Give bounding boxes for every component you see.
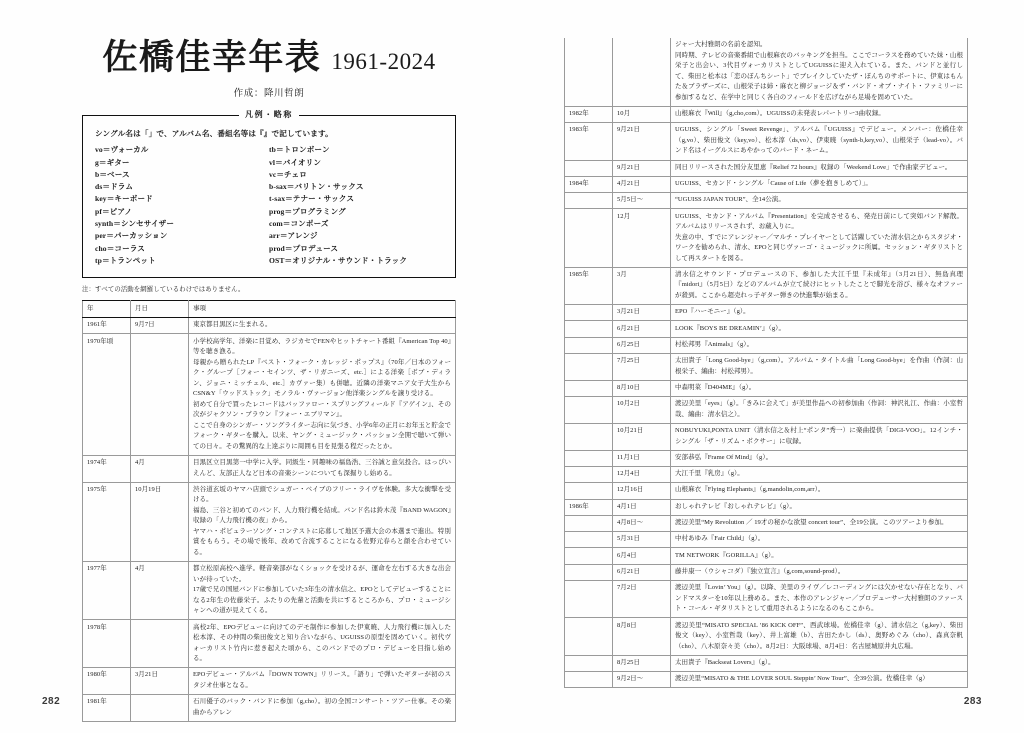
cell-event (189, 318, 456, 334)
event-paragraph: 太田貴子『Backseat Lovers』（g）。 (675, 658, 775, 666)
folio-right: 283 (963, 696, 982, 707)
cell-date: 12月4日 (613, 467, 671, 483)
event-paragraph: UGUISS、シングル「Sweet Revenge」、アルバム『UGUISS』でデビュー。メンバー：佐橋佳幸（g,vo）、柴田俊文（key,vo）、松本淳（ds,vo）、伊東暁（synth-b,key,vo）、山根栄子（lead-vo）。バンド名はイーグルスにあやかってのバード・ネーム。 (675, 126, 963, 155)
event-paragraph: UGUISS、セカンド・シングル「Cause of Life（夢を抱きしめて）」。 (675, 179, 872, 187)
event-paragraph: 渋谷道玄坂のヤマハ店頭でシュガー・ベイブのフリー・ライヴを体験。多大な衝撃を受ける。 (193, 485, 451, 504)
event-paragraph: “UGUISS JAPAN TOUR”、全14公演。 (675, 196, 785, 204)
cell-event (189, 334, 456, 455)
cell-date: 10月 (613, 106, 671, 122)
legend-item: arr＝アレンジ (269, 231, 318, 241)
table-row (83, 695, 456, 722)
legend-item: OST＝オリジナル・サウンド・トラック (269, 255, 408, 265)
cell-date: 8月25日 (613, 655, 671, 671)
table-row (83, 482, 456, 561)
cell-year: 1985年 (565, 267, 613, 304)
cell-year (565, 618, 613, 655)
event-paragraph: 初めて自分で買ったレコードはバッファロー・スプリングフィールド『アゲイン』、その次がジャクソン・ブラウン『フォー・エブリマン』。 (193, 400, 451, 419)
cell-date: 12月 (613, 209, 671, 267)
table-row (565, 337, 968, 353)
cell-event (671, 515, 968, 531)
legend-item: t-sax＝テナー・サックス (269, 194, 355, 204)
legend-note: シングル名は「」で、アルバム名、番組名等は『』で記しています。 (95, 129, 333, 139)
legend-item: vl＝バイオリン (269, 157, 322, 167)
cell-year (565, 193, 613, 209)
table-row (565, 450, 968, 466)
table-row (565, 618, 968, 655)
table-row (565, 672, 968, 688)
column-header-date: 月日 (131, 301, 189, 318)
legend-footnote: 注：すべての活動を網羅しているわけではありません。 (82, 286, 245, 294)
cell-date: 6月4日 (613, 548, 671, 564)
table-row (83, 620, 456, 668)
event-paragraph: 山根麻衣『Flying Elephants』（g,mandolin,com,arr）。 (675, 486, 825, 494)
cell-event (671, 337, 968, 353)
event-paragraph: おしゃれテレビ『おしゃれテレビ』（g）。 (675, 502, 796, 510)
cell-year (565, 321, 613, 337)
cell-event (671, 532, 968, 548)
column-header-year: 年 (83, 301, 131, 318)
spine-gutter (512, 0, 513, 733)
title-year-range: 1961-2024 (331, 49, 436, 74)
cell-date: 9月21日 (613, 123, 671, 160)
legend-item: prod＝プロデュース (269, 243, 339, 253)
legend-item: pf＝ピアノ (95, 206, 133, 216)
cell-event (189, 482, 456, 561)
event-paragraph: 小学校高学年、洋楽に目覚め、ラジカセでFENやヒットチャート番組『American Top 40』等を聴き漁る。 (193, 337, 451, 356)
chronology-table-left (82, 300, 456, 722)
cell-date: 3月21日 (131, 668, 189, 695)
cell-event (189, 455, 456, 482)
table-row (83, 334, 456, 455)
table-row (565, 160, 968, 176)
event-paragraph: 母親から贈られたLP『ベスト・フォーク・カレッジ・ポップス』（70年／日本のフォーク・グループ［フォー・セインツ、ザ・リガニーズ、etc.］による洋楽［ボブ・ディラン、ジョニ・ミッチェル、etc.］カヴァー集）も併聴。近隣の洋楽マニア女子大生からCSN&Y「ウッドストック」モノラル・ヴァージョン他洋楽シングルを譲り受ける。 (193, 358, 451, 398)
cell-event (671, 176, 968, 192)
cell-year (565, 38, 613, 106)
table-row (83, 455, 456, 482)
table-row (565, 655, 968, 671)
cell-year: 1986年 (565, 499, 613, 515)
table-row (565, 467, 968, 483)
page-right (512, 0, 1024, 733)
table-row (565, 305, 968, 321)
event-paragraph: 失意の中、すでにアレンジャー／マルチ・プレイヤーとして活躍していた清水信之からスタジオ・ワークを勧められ、清水、EPOと同じヴァーゴ・ミュージックに所属。セッション・ギタリストとして再スタートを図る。 (675, 233, 963, 262)
legend-item: tb＝トロンボーン (269, 145, 330, 155)
event-paragraph: 17歳で兄の国屋バンドに参加していた3年生の清水信之、EPOとしてデビューすることになる2年生の佐藤栄子。ふたりの先輩と活動を共にするところから、プロ・ミュージシャンへの道が見えてくる。 (193, 586, 451, 615)
event-paragraph: 同日リリースされた国分友里恵『Relief 72 hours』収録の「Weekend Love」で作曲家デビュー。 (675, 163, 952, 171)
cell-year (565, 564, 613, 580)
event-paragraph: 都立松原高校へ進学。軽音楽部がなくショックを受けるが、運命を左右する大きな出会いが待っていた。 (193, 565, 451, 583)
title-main: 佐橋佳幸年表 (102, 37, 322, 78)
cell-event (671, 267, 968, 304)
cell-event (671, 672, 968, 688)
cell-year: 1978年 (83, 620, 131, 668)
event-paragraph: 中村あゆみ『Fair Child』（g）。 (675, 535, 765, 543)
cell-date: 5月31日 (613, 532, 671, 548)
column-header-event: 事項 (189, 301, 456, 318)
cell-year: 1977年 (83, 562, 131, 620)
cell-event (671, 380, 968, 396)
cell-date: 4月 (131, 455, 189, 482)
event-paragraph: 山根麻衣『Will』（g,cho,com）。UGUISSの未発表レパートリー3曲収録。 (675, 110, 885, 118)
legend-item: cho＝コーラス (95, 243, 145, 253)
byline: 作成：降川哲朗 (233, 89, 305, 100)
cell-event (189, 562, 456, 620)
cell-year: 1970年頃 (83, 334, 131, 455)
cell-year (565, 467, 613, 483)
legend-column-left (95, 144, 269, 267)
cell-year (565, 450, 613, 466)
cell-event (671, 123, 968, 160)
cell-date: 7月2日 (613, 581, 671, 618)
legend-item: per＝パーカッション (95, 231, 168, 241)
cell-date: 9月21日 (613, 160, 671, 176)
table-row (565, 515, 968, 531)
event-paragraph: 太田貴子「Long Good-bye」（g,com）。アルバム・タイトル曲「Long Good-bye」を作曲（作詞：山根栄子、編曲：村松邦男）。 (675, 357, 963, 375)
table-row (565, 106, 968, 122)
event-paragraph: 渡辺美里“My Revolution ／ 19才の秘かな欲望 concert tour”、全19公演。このツアーより参加。 (675, 519, 948, 527)
cell-date: 6月25日 (613, 337, 671, 353)
cell-date: 10月21日 (613, 423, 671, 450)
chronology-body-right (565, 38, 968, 688)
cell-event (671, 499, 968, 515)
cell-year (565, 515, 613, 531)
cell-date (613, 38, 671, 106)
event-paragraph: 村松邦男『Animals』（g）。 (675, 340, 754, 348)
cell-date: 11月1日 (613, 450, 671, 466)
event-paragraph: 渡辺美里『Lovin’ You』（g）。以降、美里のライヴ／レコーディングには欠かせない存在となり、バンドマスターを10年以上務める。また、本作のアレンジャー／プロデューサー大村雅朗のファースト・コール・ギタリストとして重用されるようになるのもここから。 (675, 584, 963, 613)
cell-year: 1975年 (83, 482, 131, 561)
legend-box (82, 110, 456, 278)
cell-date: 9月2日～ (613, 672, 671, 688)
cell-event (671, 209, 968, 267)
table-row (83, 562, 456, 620)
cell-date: 3月 (613, 267, 671, 304)
cell-event (671, 160, 968, 176)
cell-event (671, 450, 968, 466)
event-paragraph: 目黒区立目黒第一中学に入学。同級生・同趣味の福島浩、三谷誠と意気投合。はっぴいえんど、友部正人など日本の音楽シーンについても深掘りし始める。 (193, 459, 451, 477)
cell-event (671, 483, 968, 499)
event-paragraph: 藤井康一（ウシャコダ）『独立宣言』（g,com,sound-prod）。 (675, 567, 845, 575)
chronology-body-left (83, 318, 456, 722)
event-paragraph: 渡辺美里「eyes」（g）。「きみに会えて」が美里作品への初参加曲（作詞：神沢礼江、作曲：小室哲哉、編曲：清水信之）。 (675, 400, 963, 418)
cell-date: 4月21日 (613, 176, 671, 192)
cell-event (671, 106, 968, 122)
legend-item: prog＝プログラミング (269, 206, 346, 216)
chronology-table-right (564, 38, 968, 688)
table-row (83, 668, 456, 695)
cell-date: 5月5日～ (613, 193, 671, 209)
cell-event (671, 305, 968, 321)
legend-item: b＝ベース (95, 169, 130, 179)
cell-year (565, 581, 613, 618)
table-row (565, 38, 968, 106)
folio-left: 282 (42, 696, 61, 707)
cell-event (671, 548, 968, 564)
event-paragraph: 同時期、テレビの音楽番組で山根麻衣のバッキングを担当。ここでコーラスを務めていた妹・山根栄子と出会い、3代目ヴォーカリストとしてUGUISSに迎え入れている。また、バンドと並行して、柴田と松本は「恋のぼんちシート」でブレイクしていたザ・ぼんちのサポートに、伊東はもんた＆ブラザーズに、山根栄子は姉・麻衣と柳ジョージ＆ザ・バンド・オブ・ナイト・ファミリーに参加するなど、在学中と同じく各自のフィールドを広げながら足場を固めていた。 (675, 51, 963, 101)
legend-title: 凡例・略称 (239, 109, 299, 120)
legend-item: vc＝チェロ (269, 169, 307, 179)
cell-year (565, 209, 613, 267)
cell-year (565, 548, 613, 564)
cell-date: 3月21日 (613, 305, 671, 321)
cell-event (671, 321, 968, 337)
legend-item: synth＝シンセサイザー (95, 219, 175, 229)
cell-year: 1961年 (83, 318, 131, 334)
cell-event (671, 397, 968, 424)
table-row (565, 267, 968, 304)
cell-date: 8月10日 (613, 380, 671, 396)
cell-event (189, 620, 456, 668)
cell-date (131, 620, 189, 668)
cell-year (565, 380, 613, 396)
cell-year: 1981年 (83, 695, 131, 722)
cell-event (671, 38, 968, 106)
event-paragraph: 高校2年、EPOデビューに向けてのデモ制作に参加した伊東暁、人力飛行機に加入した松本淳、その仲間の柴田俊文と知り合いながら、UGUISSの原型を固めていく。初代ヴォーカリスト竹内に惹き起えた頃から、このバンドでのプロ・デビューを目指し始める。 (193, 623, 451, 663)
table-row (565, 581, 968, 618)
event-paragraph: 安部恭弘『Frame Of Mind』（g）。 (675, 453, 773, 461)
event-paragraph: 大江千里『乳房』（g）。 (675, 470, 744, 478)
event-paragraph: UGUISS、セカンド・アルバム『Presentation』を完成させるも、発売日前にして突如バンド解散。アルバムはリリースされず、お蔵入りに。 (675, 212, 963, 231)
masthead (82, 38, 456, 99)
legend-item: tp＝トランペット (95, 255, 156, 265)
cell-event (671, 618, 968, 655)
event-paragraph: NOBUYUKI,PONTA UNIT（清水信之＆村上“ポンタ”秀一）に楽曲提供「DIGI-VOO」。12インチ・シングル「ザ・リズム・ボクサー」に収録。 (675, 427, 963, 445)
table-row (565, 176, 968, 192)
event-paragraph: 中森明菜『D404ME』（g）。 (675, 383, 756, 391)
event-paragraph: 清水信之サウンド・プロデュースの下、参加した大江千里『未成年』（3月21日）、無島真理『midori』（5月5日）などのアルバムが立て続けにヒットしたことで脚光を浴び、様々なオファーが殺到。ここから超売れっ子ギター弾きの快進撃が始まる。 (675, 270, 963, 299)
cell-date: 10月2日 (613, 397, 671, 424)
cell-year: 1982年 (565, 106, 613, 122)
cell-event (671, 467, 968, 483)
table-row (565, 499, 968, 515)
cell-date: 4月 (131, 562, 189, 620)
page-title (82, 38, 456, 78)
cell-date: 8月8日 (613, 618, 671, 655)
event-paragraph: 石川優子のバック・バンドに参加（g,cho）。初の全国コンサート・ツアー仕事。その楽曲からアレン (193, 698, 451, 716)
cell-year (565, 397, 613, 424)
cell-year (565, 353, 613, 380)
event-paragraph: 渡辺美里“MISATO SPECIAL ’86 KICK OFF”、西武球場。佐橋佳幸（g）、清水信之（g,key）、柴田俊文（key）、小室哲哉（key）、井上富雄（b）、古田たかし（ds）、奥野めぐみ（cho）、森真奈帆（cho）、八木原奈々美（cho）。8月2日：大阪球場、8月4日：名古屋城原井丸広場。 (675, 621, 963, 650)
table-row (565, 353, 968, 380)
legend-item: b-sax＝バリトン・サックス (269, 182, 364, 192)
table-row (565, 532, 968, 548)
table-row (565, 123, 968, 160)
legend-item: ds＝ドラム (95, 182, 134, 192)
cell-year: 1974年 (83, 455, 131, 482)
cell-event (671, 193, 968, 209)
cell-date: 10月19日 (131, 482, 189, 561)
event-paragraph: ジャー大村雅朗の名前を認知。 (675, 41, 767, 49)
cell-date: 6月21日 (613, 564, 671, 580)
table-row (565, 193, 968, 209)
legend-item: com＝コンポーズ (269, 219, 329, 229)
cell-event (671, 423, 968, 450)
cell-year: 1984年 (565, 176, 613, 192)
cell-year (565, 305, 613, 321)
cell-year: 1980年 (83, 668, 131, 695)
event-paragraph: TM NETWORK『GORILLA』（g）。 (675, 551, 778, 559)
table-row (565, 380, 968, 396)
cell-event (671, 655, 968, 671)
event-paragraph: 福島、三谷と初めてのバンド、人力飛行機を結成。バンド名は鈴木茂『BAND WAGON』収録の「人力飛行機の夜」から。 (193, 506, 451, 525)
legend-item: g＝ギター (95, 157, 130, 167)
cell-year (565, 160, 613, 176)
event-paragraph: 東京都目黒区に生まれる。 (193, 321, 272, 329)
legend-item: vo＝ヴォーカル (95, 145, 149, 155)
table-row (565, 423, 968, 450)
table-row (565, 548, 968, 564)
cell-date (131, 695, 189, 722)
cell-event (671, 564, 968, 580)
cell-date: 4月1日 (613, 499, 671, 515)
cell-event (671, 353, 968, 380)
event-paragraph: 渡辺美里“MISATO & THE LOVER SOUL Steppin’ Now Tour”、全39公演。佐橋佳幸（g） (675, 675, 929, 683)
table-row (565, 564, 968, 580)
event-paragraph: ヤマハ・ポピュラーソング・コンテストに応募して地区予選大会の本選まで進出。特別賞をもらう。その場で後年、改めて合流することになる佐野元春らと顔を合わせている。 (193, 527, 451, 556)
table-row (565, 397, 968, 424)
cell-year (565, 532, 613, 548)
table-row (565, 483, 968, 499)
cell-date: 6月21日 (613, 321, 671, 337)
event-paragraph: ここで自身のシンガー・ソングライター志向に気づき、小学6年の正月にお年玉と貯金でフォーク・ギターを購入。以来、ヤング・ミュージック・パッション全開で聴いて弾いての日々。その驚異的な上達ぶりに周囲も目を見張る程だったとか。 (193, 421, 452, 450)
cell-date: 7月25日 (613, 353, 671, 380)
table-row (83, 318, 456, 334)
event-paragraph: EPOデビュー・アルバム『DOWN TOWN』リリース。「語り」で弾いたギターが初のスタジオ仕事となる。 (193, 671, 451, 689)
event-paragraph: EPO『ハーモニー』（g）。 (675, 308, 750, 316)
cell-year (565, 483, 613, 499)
cell-event (189, 668, 456, 695)
cell-year (565, 423, 613, 450)
table-row (565, 209, 968, 267)
cell-year (565, 655, 613, 671)
table-row (565, 321, 968, 337)
table-header-row (83, 301, 456, 318)
cell-event (671, 581, 968, 618)
cell-date: 4月8日～ (613, 515, 671, 531)
cell-year: 1983年 (565, 123, 613, 160)
legend-item: key＝キーボード (95, 194, 153, 204)
cell-year (565, 337, 613, 353)
legend-columns (95, 144, 443, 267)
cell-date: 9月7日 (131, 318, 189, 334)
cell-date (131, 334, 189, 455)
legend-column-right (269, 144, 443, 267)
cell-event (189, 695, 456, 722)
cell-year (565, 672, 613, 688)
cell-date: 12月16日 (613, 483, 671, 499)
event-paragraph: LOOK『BOYS BE DREAMIN’』（g）。 (675, 324, 785, 332)
